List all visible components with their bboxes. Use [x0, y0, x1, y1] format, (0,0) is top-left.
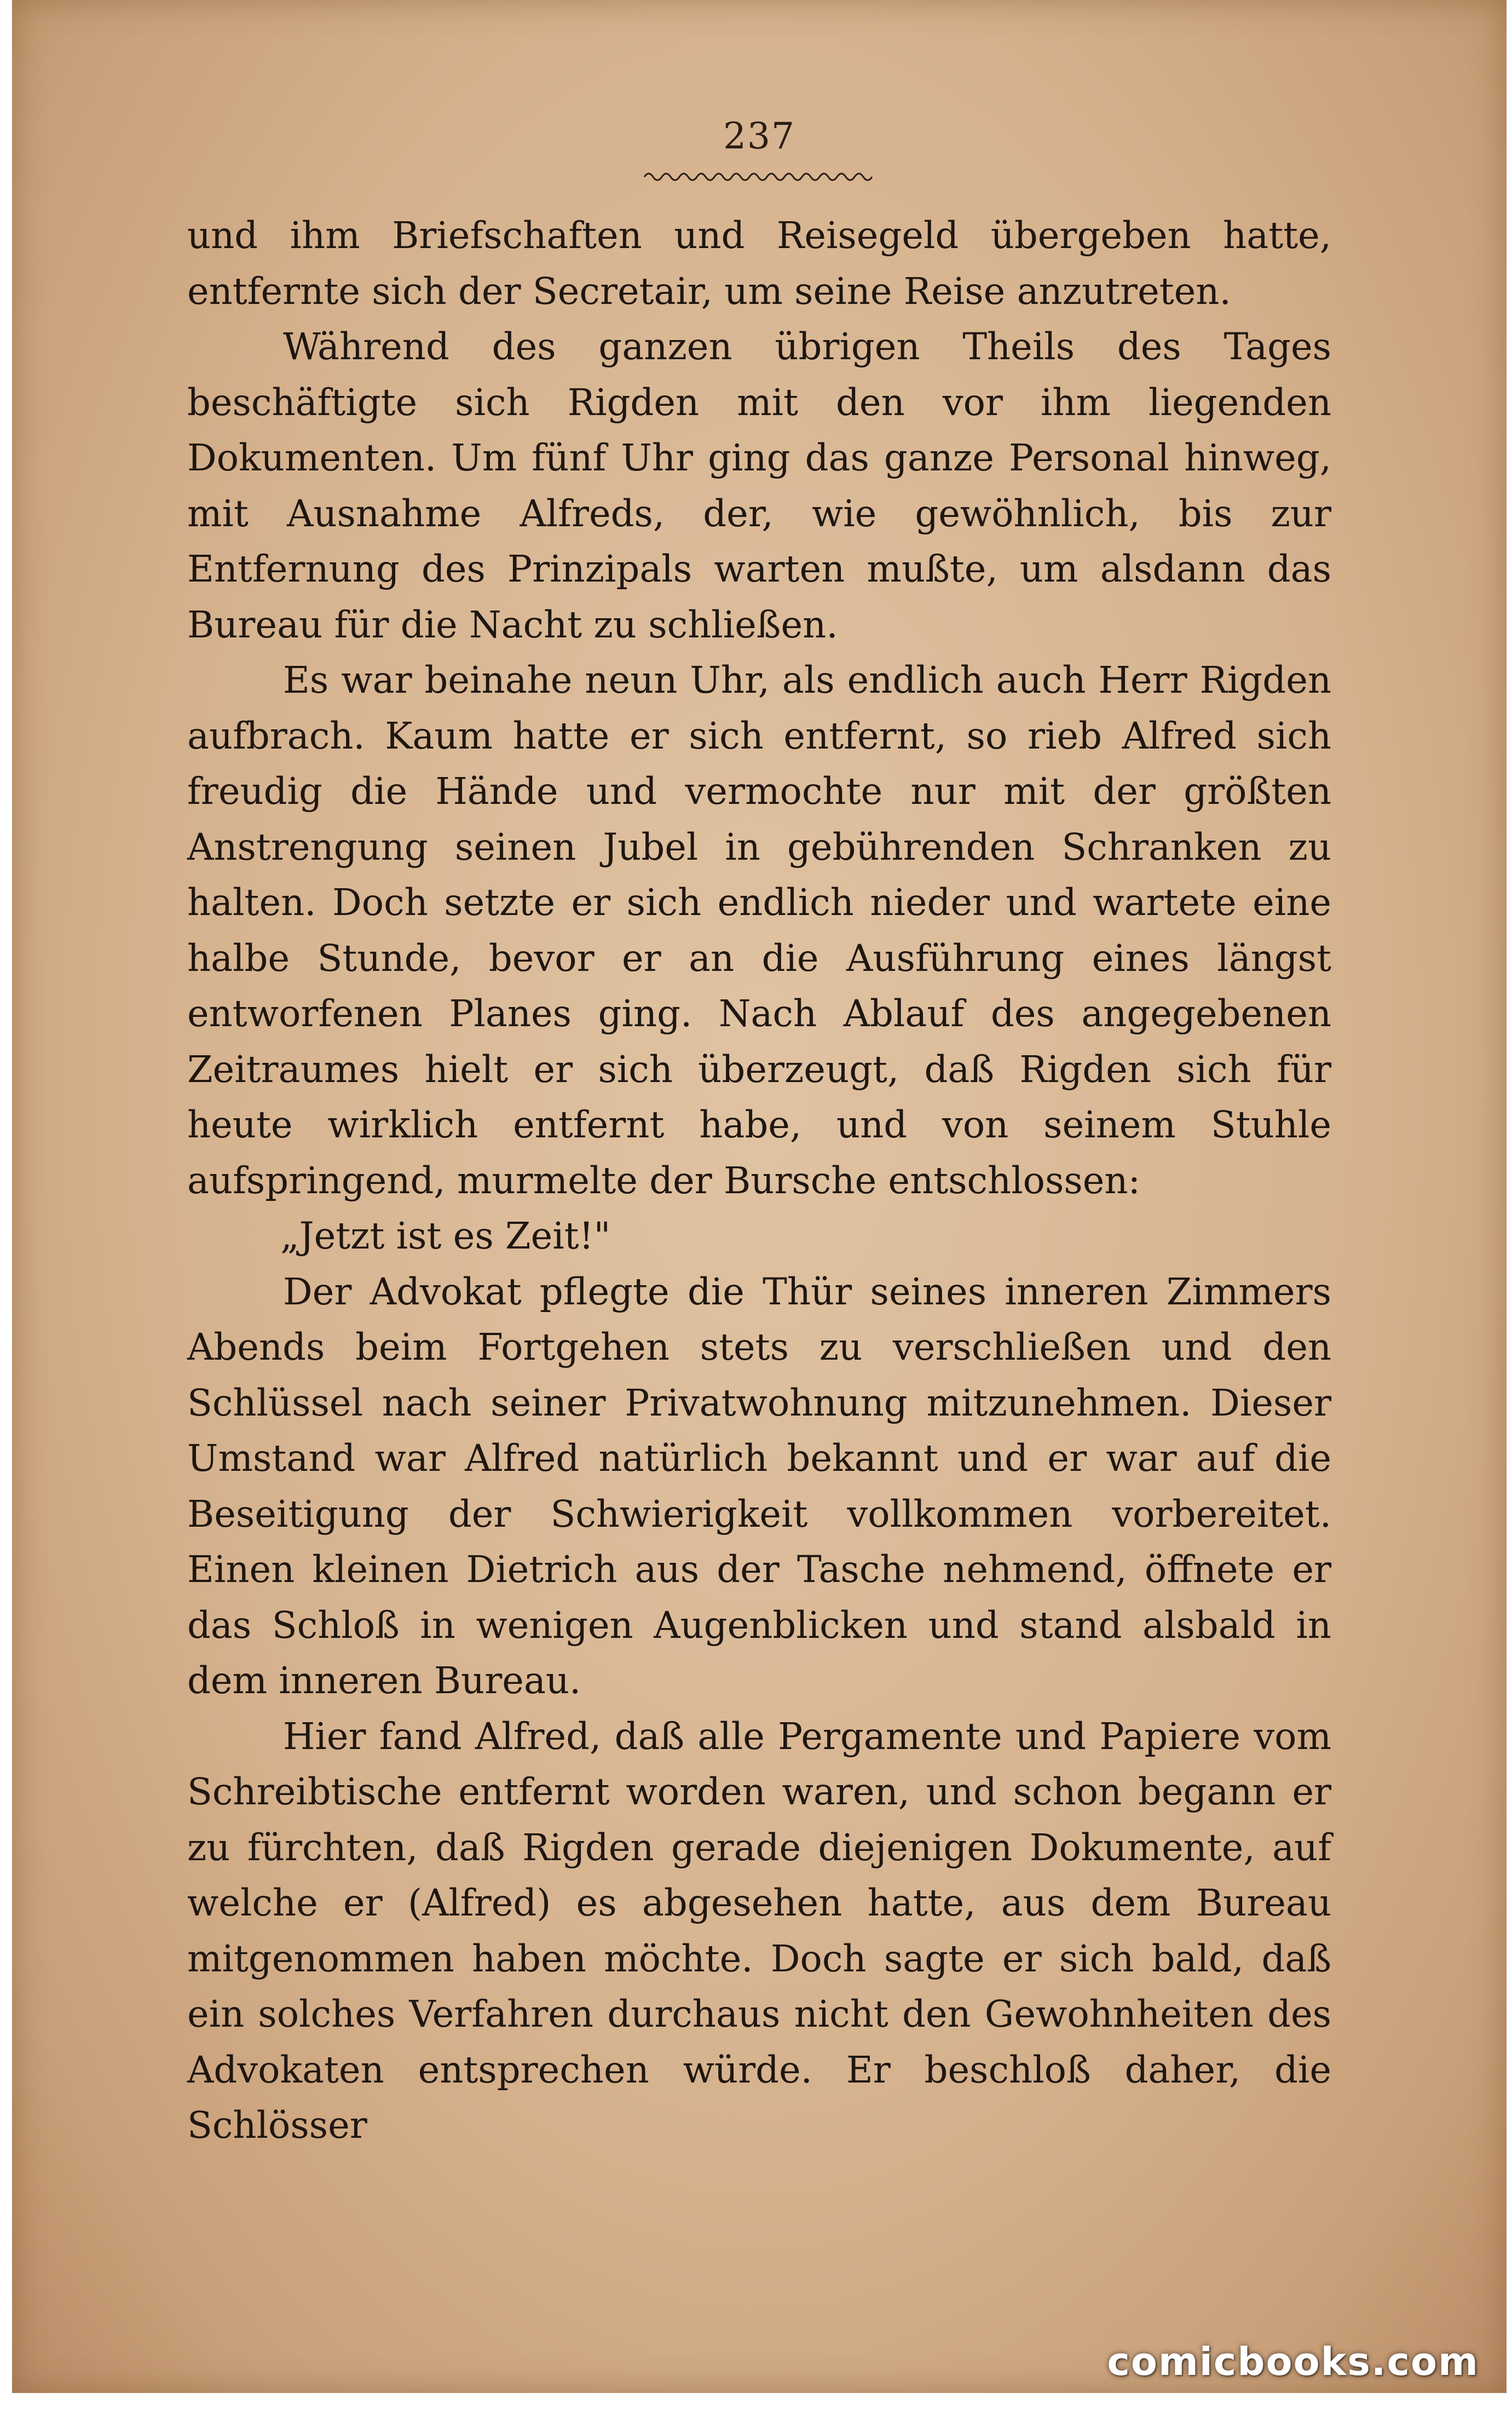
watermark-text: comicbooks.com	[1107, 2339, 1479, 2384]
book-page	[12, 0, 1507, 2393]
page-number: 237	[723, 115, 795, 157]
body-text	[187, 208, 1331, 2154]
paragraph-2: Während des ganzen übrigen Theils des Tages beschäftigte sich Rigden mit den vor ihm liegenden Dokumenten. Um fünf Uhr ging das ganze Personal hinweg, mit Ausnahme Alfreds, der, wie gewöhnlich, bis zur Entfernung des Prinzipals warten mußte, um alsdann das Bureau für die Nacht zu schließen.	[187, 325, 1331, 646]
ornament-divider	[642, 167, 882, 183]
paragraph-4: Der Advokat pflegte die Thür seines inneren Zimmers Abends beim Fortgehen stets zu verschließen und den Schlüssel nach seiner Privatwohnung mitzunehmen. Dieser Umstand war Alfred natürlich bekannt und er war auf die Beseitigung der Schwierigkeit vollkommen vorbereitet. Einen kleinen Dietrich aus der Tasche nehmend, öffnete er das Schloß in wenigen Augenblicken und stand alsbald in dem inneren Bureau.	[187, 1270, 1331, 1702]
paragraph-1: und ihm Briefschaften und Reisegeld übergeben hatte, entfernte sich der Secretair, um seine Reise anzutreten.	[187, 214, 1331, 313]
paragraph-5: Hier fand Alfred, daß alle Pergamente und Papiere vom Schreibtische entfernt worden waren, und schon begann er zu fürchten, daß Rigden gerade diejenigen Dokumente, auf welche er (Alfred) es abgesehen hatte, aus dem Bureau mitgenommen haben möchte. Doch sagte er sich bald, daß ein solches Verfahren durchaus nicht den Gewohnheiten des Advokaten entsprechen würde. Er beschloß daher, die Schlösser	[187, 1715, 1331, 2147]
quoted-speech: „Jetzt ist es Zeit!"	[280, 1215, 611, 1257]
paragraph-3: Es war beinahe neun Uhr, als endlich auch Herr Rigden aufbrach. Kaum hatte er sich entfernt, so rieb Alfred sich freudig die Hände und vermochte nur mit der größten Anstrengung seinen Jubel in gebührenden Schranken zu halten. Doch setzte er sich endlich nieder und wartete eine halbe Stunde, bevor er an die Ausführung eines längst entworfenen Planes ging. Nach Ablauf des angegebenen Zeitraumes hielt er sich überzeugt, daß Rigden sich für heute wirklich entfernt habe, und von seinem Stuhle aufspringend, murmelte der Bursche entschlossen:	[187, 659, 1331, 1202]
